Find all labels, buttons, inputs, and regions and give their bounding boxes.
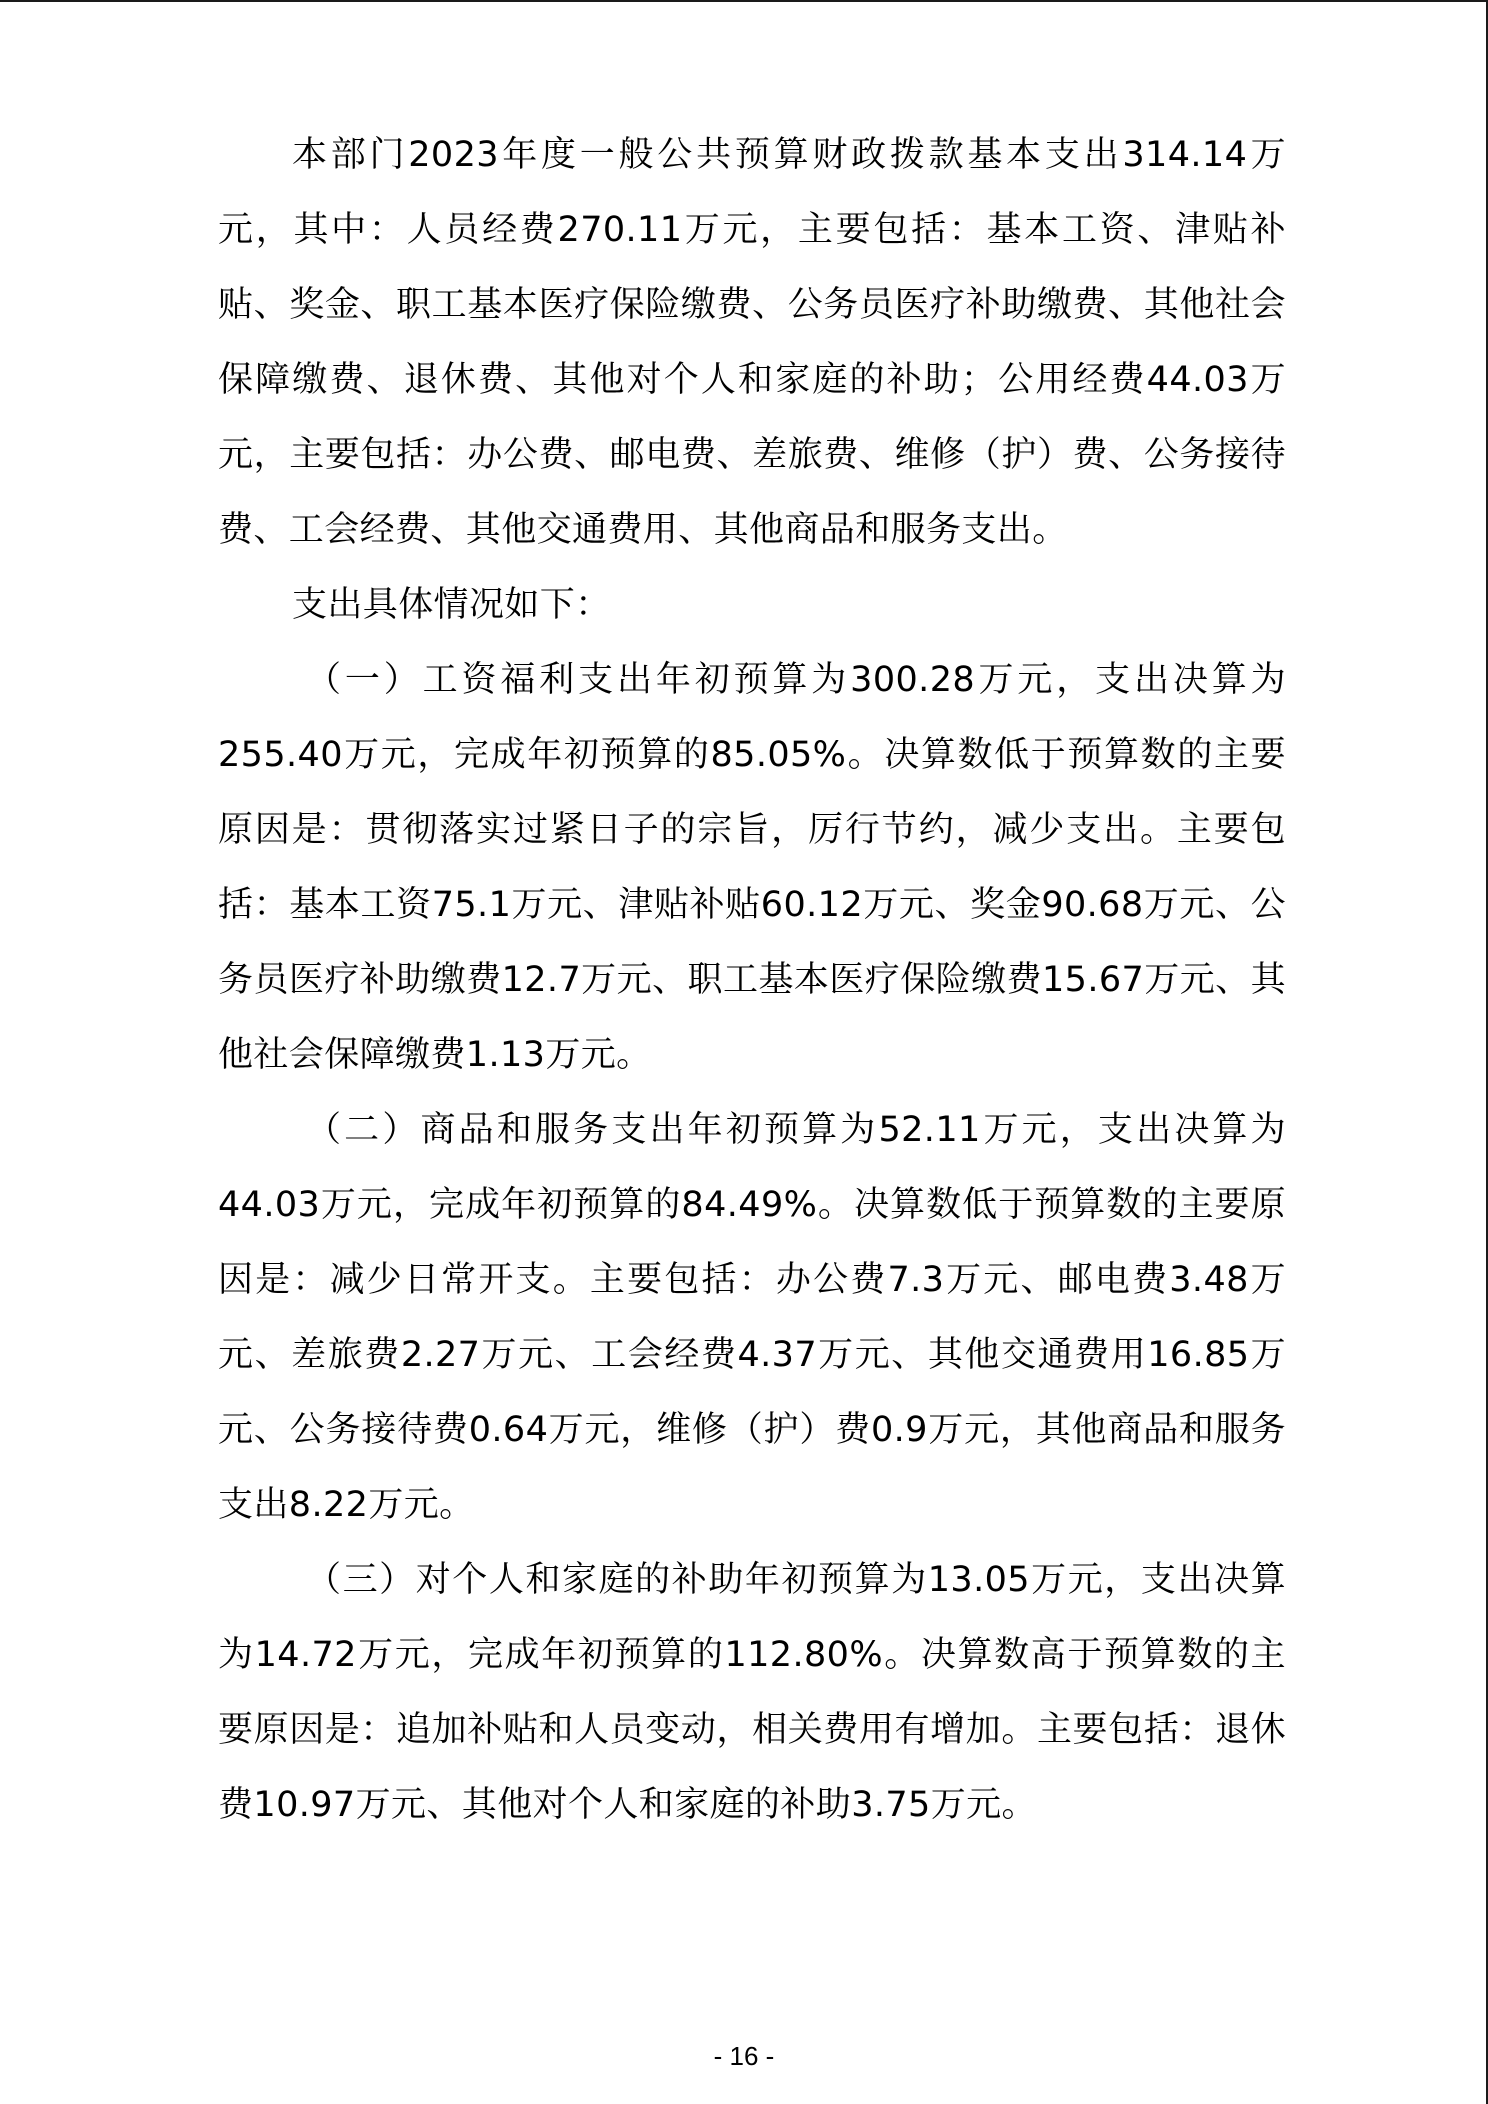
document-body [218, 118, 1286, 1843]
page-number: - 16 - [713, 2041, 775, 2071]
paragraph-household-subsidy: （三）对个人和家庭的补助年初预算为13.05万元，支出决算为14.72万元，完成年初预算的112.80%。决算数高于预算数的主要原因是：追加补贴和人员变动，相关费用有增加。主要包括：退休费10.97万元、其他对个人和家庭的补助3.75万元。 [218, 1560, 1286, 1825]
paragraph-goods-services: （二）商品和服务支出年初预算为52.11万元，支出决算为44.03万元，完成年初预算的84.49%。决算数低于预算数的主要原因是：减少日常开支。主要包括：办公费7.3万元、邮电费3.48万元、差旅费2.27万元、工会经费4.37万元、其他交通费用16.85万元、公务接待费0.64万元，维修（护）费0.9万元，其他商品和服务支出8.22万元。 [218, 1110, 1286, 1525]
paragraph-details-intro: 支出具体情况如下： [292, 585, 611, 625]
page-border-top [0, 0, 1488, 2]
paragraph-wage-welfare: （一）工资福利支出年初预算为300.28万元，支出决算为255.40万元，完成年初预算的85.05%。决算数低于预算数的主要原因是：贯彻落实过紧日子的宗旨，厉行节约，减少支出。主要包括：基本工资75.1万元、津贴补贴60.12万元、奖金90.68万元、公务员医疗补助缴费12.7万元、职工基本医疗保险缴费15.67万元、其他社会保障缴费1.13万元。 [218, 660, 1286, 1075]
paragraph-basic-expenditure: 本部门2023年度一般公共预算财政拨款基本支出314.14万元，其中：人员经费270.11万元，主要包括：基本工资、津贴补贴、奖金、职工基本医疗保险缴费、公务员医疗补助缴费、其他社会保障缴费、退休费、其他对个人和家庭的补助；公用经费44.03万元，主要包括：办公费、邮电费、差旅费、维修（护）费、公务接待费、工会经费、其他交通费用、其他商品和服务支出。 [218, 135, 1286, 550]
